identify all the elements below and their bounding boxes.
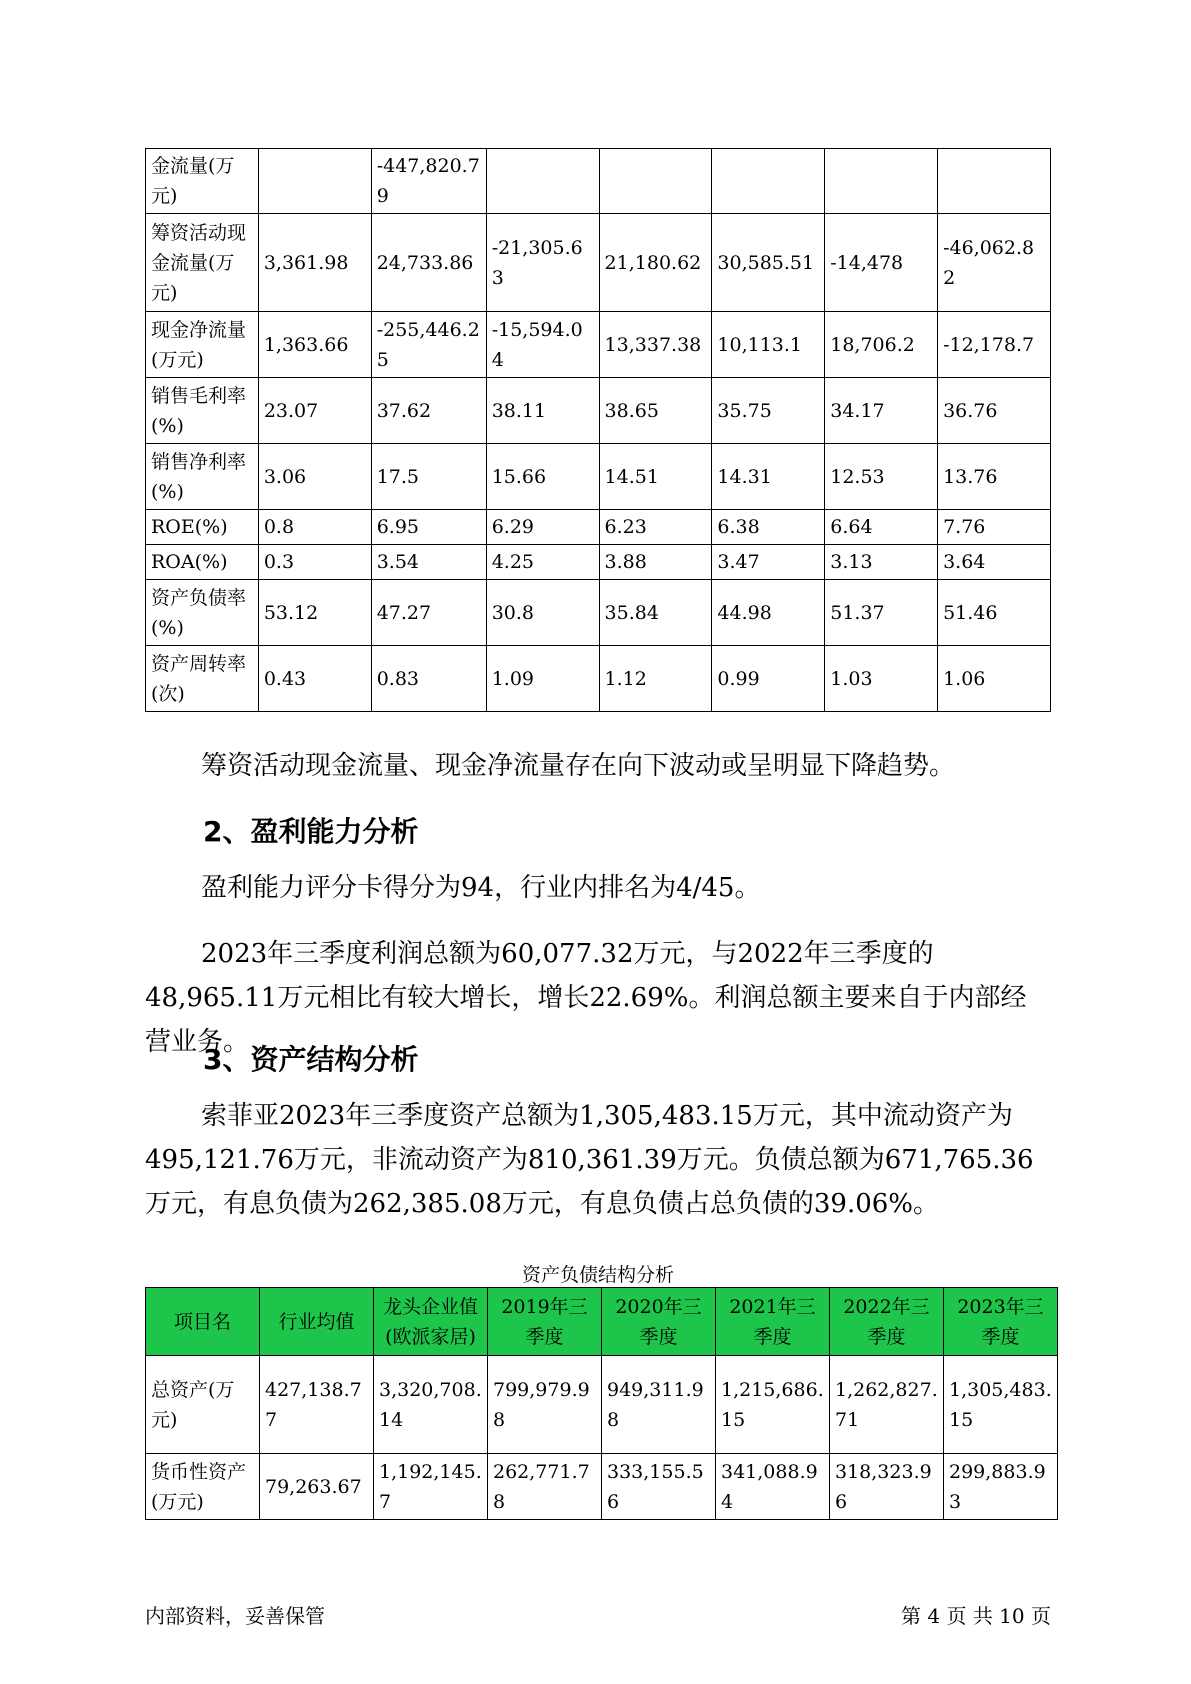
table-cell: 3.64: [938, 545, 1051, 580]
table-cell: 1.03: [825, 646, 938, 712]
paragraph-assets: 索菲亚2023年三季度资产总额为1,305,483.15万元，其中流动资产为495,121.76万元，非流动资产为810,361.39万元。负债总额为671,765.36万元，有息负债为262,385.08万元，有息负债占总负债的39.06%。: [145, 1101, 1034, 1219]
table-cell: 1,262,827.71: [830, 1356, 944, 1454]
table-cell: 30.8: [486, 580, 599, 646]
table-cell: 949,311.98: [602, 1356, 716, 1454]
table-cell: 36.76: [938, 378, 1051, 444]
table-cell: 6.29: [486, 510, 599, 545]
table-cell: 51.37: [825, 580, 938, 646]
table-row: [146, 1356, 1058, 1454]
section-heading-profitability: 2、盈利能力分析: [203, 815, 419, 848]
table-cell: 0.3: [258, 545, 371, 580]
table-cell: -46,062.82: [938, 214, 1051, 312]
table-cell: 47.27: [371, 580, 486, 646]
table-cell: [258, 149, 371, 214]
row-label: 销售净利率(%): [146, 444, 259, 510]
table-cell: 1.06: [938, 646, 1051, 712]
section-heading-asset-structure: 3、资产结构分析: [203, 1043, 419, 1076]
table-cell: 30,585.51: [712, 214, 825, 312]
table-cell: 3.88: [599, 545, 712, 580]
column-header: 2022年三季度: [830, 1288, 944, 1356]
table-cell: -255,446.25: [371, 312, 486, 378]
table-cell: 15.66: [486, 444, 599, 510]
table-row: [146, 312, 1051, 378]
table-cell: 427,138.77: [260, 1356, 374, 1454]
table-cell: 799,979.98: [488, 1356, 602, 1454]
table-cell: 0.43: [258, 646, 371, 712]
table-cell: 333,155.56: [602, 1454, 716, 1520]
footer-confidential-note: 内部资料，妥善保管: [145, 1604, 325, 1628]
table-cell: 1.09: [486, 646, 599, 712]
table-cell: [486, 149, 599, 214]
table-cell: 0.99: [712, 646, 825, 712]
table-row: [146, 545, 1051, 580]
table-cell: 6.23: [599, 510, 712, 545]
table-cell: 13,337.38: [599, 312, 712, 378]
table-row: [146, 510, 1051, 545]
table-row: [146, 646, 1051, 712]
table-row: [146, 1454, 1058, 1520]
table-cell: -15,594.04: [486, 312, 599, 378]
row-label: ROE(%): [146, 510, 259, 545]
table-cell: 4.25: [486, 545, 599, 580]
table-cell: -21,305.63: [486, 214, 599, 312]
table-cell: 38.65: [599, 378, 712, 444]
row-label: 销售毛利率(%): [146, 378, 259, 444]
table-cell: [938, 149, 1051, 214]
table-row: [146, 444, 1051, 510]
table-cell: 44.98: [712, 580, 825, 646]
table-cell: 51.46: [938, 580, 1051, 646]
table-caption: 资产负债结构分析: [521, 1264, 674, 1286]
table-cell: 0.83: [371, 646, 486, 712]
table-cell: 262,771.78: [488, 1454, 602, 1520]
column-header: 2020年三季度: [602, 1288, 716, 1356]
column-header: 项目名: [146, 1288, 260, 1356]
column-header: 行业均值: [260, 1288, 374, 1356]
table-cell: 6.64: [825, 510, 938, 545]
column-header: 龙头企业值(欧派家居): [374, 1288, 488, 1356]
table-cell: 3.06: [258, 444, 371, 510]
table-cell: 6.38: [712, 510, 825, 545]
table-row: [146, 214, 1051, 312]
table-cell: 6.95: [371, 510, 486, 545]
table-row: [146, 149, 1051, 214]
table-cell: 299,883.93: [944, 1454, 1058, 1520]
table-cell: 3.13: [825, 545, 938, 580]
table-cell: 12.53: [825, 444, 938, 510]
table-cell: 3,361.98: [258, 214, 371, 312]
paragraph-score: 盈利能力评分卡得分为94，行业内排名为4/45。: [201, 873, 761, 903]
table-cell: 14.51: [599, 444, 712, 510]
table-cell: 1,305,483.15: [944, 1356, 1058, 1454]
column-header: 2021年三季度: [716, 1288, 830, 1356]
footer-page-number: 第 4 页 共 10 页: [901, 1604, 1051, 1628]
table-cell: 24,733.86: [371, 214, 486, 312]
table-cell: 1.12: [599, 646, 712, 712]
table-cell: 34.17: [825, 378, 938, 444]
table-row: [146, 378, 1051, 444]
table-cell: 17.5: [371, 444, 486, 510]
row-label: 总资产(万元): [146, 1356, 260, 1454]
table-cell: 318,323.96: [830, 1454, 944, 1520]
row-label: 金流量(万元): [146, 149, 259, 214]
table-cell: 0.8: [258, 510, 371, 545]
table-cell: 37.62: [371, 378, 486, 444]
table-cell: 1,363.66: [258, 312, 371, 378]
table-cell: 14.31: [712, 444, 825, 510]
table-cell: 13.76: [938, 444, 1051, 510]
row-label: 筹资活动现金流量(万元): [146, 214, 259, 312]
table-cell: 341,088.94: [716, 1454, 830, 1520]
row-label: 资产周转率(次): [146, 646, 259, 712]
row-label: 现金净流量(万元): [146, 312, 259, 378]
table-cell: 7.76: [938, 510, 1051, 545]
table-cell: 10,113.1: [712, 312, 825, 378]
column-header: 2019年三季度: [488, 1288, 602, 1356]
table-cell: 3.47: [712, 545, 825, 580]
table-cell: 53.12: [258, 580, 371, 646]
column-header: 2023年三季度: [944, 1288, 1058, 1356]
table-cell: [599, 149, 712, 214]
row-label: 资产负债率(%): [146, 580, 259, 646]
table-cell: 3.54: [371, 545, 486, 580]
table-cell: -447,820.79: [371, 149, 486, 214]
financial-indicators-table: [145, 148, 1051, 712]
table-cell: [712, 149, 825, 214]
table-cell: 35.84: [599, 580, 712, 646]
table-cell: 23.07: [258, 378, 371, 444]
table-cell: 1,215,686.15: [716, 1356, 830, 1454]
table-cell: 18,706.2: [825, 312, 938, 378]
paragraph-trend: 筹资活动现金流量、现金净流量存在向下波动或呈明显下降趋势。: [201, 751, 956, 781]
paragraph-profit: 2023年三季度利润总额为60,077.32万元，与2022年三季度的48,965.11万元相比有较大增长，增长22.69%。利润总额主要来自于内部经营业务。: [145, 939, 1027, 1057]
table-cell: 79,263.67: [260, 1454, 374, 1520]
table-cell: 3,320,708.14: [374, 1356, 488, 1454]
table-cell: -14,478: [825, 214, 938, 312]
row-label: 货币性资产(万元): [146, 1454, 260, 1520]
table-header-row: [146, 1288, 1058, 1356]
table-cell: 1,192,145.7: [374, 1454, 488, 1520]
table-row: [146, 580, 1051, 646]
table-cell: 38.11: [486, 378, 599, 444]
table-cell: 21,180.62: [599, 214, 712, 312]
asset-liability-table: [145, 1287, 1058, 1520]
row-label: ROA(%): [146, 545, 259, 580]
table-cell: 35.75: [712, 378, 825, 444]
table-cell: -12,178.7: [938, 312, 1051, 378]
table-cell: [825, 149, 938, 214]
